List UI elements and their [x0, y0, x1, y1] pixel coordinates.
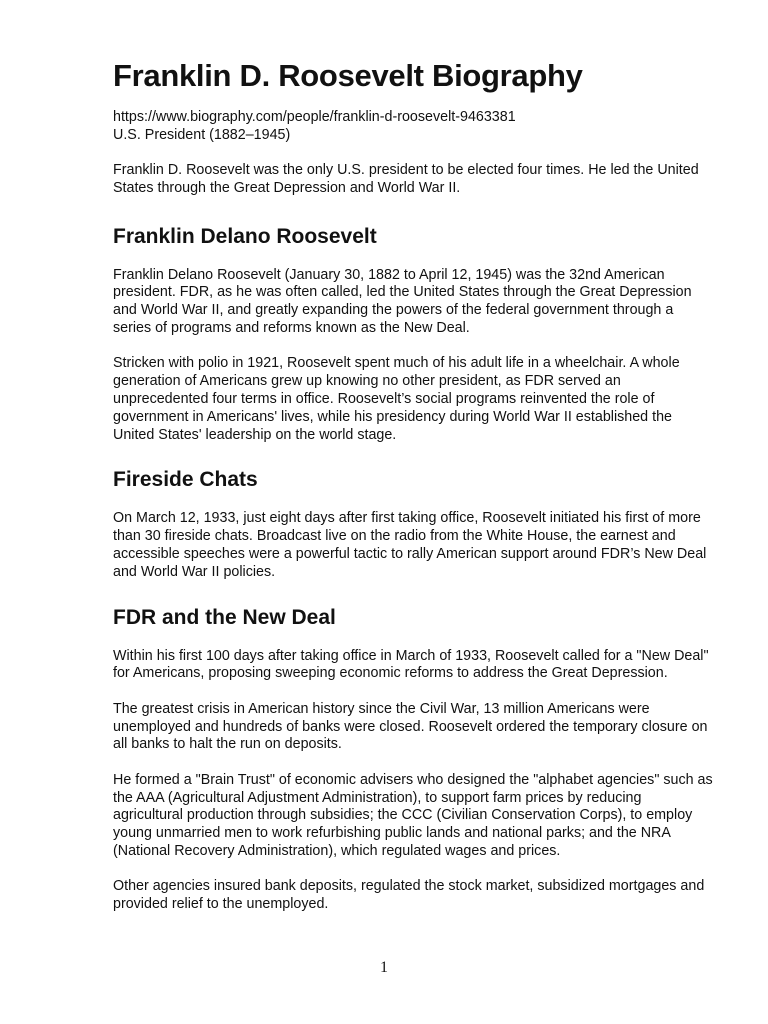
- section-paragraph: Franklin Delano Roosevelt (January 30, 1882 to April 12, 1945) was the 32nd American president. FDR, as he was often called, led the United States through the Great Depression and World War II, and greatly expanding the powers of the federal government through a series of programs and reforms known as the New Deal.: [113, 266, 692, 336]
- section-fireside-chats: [113, 467, 713, 581]
- section-paragraph: He formed a "Brain Trust" of economic advisers who designed the "alphabet agencies" such as the AAA (Agricultural Adjustment Administration), to support farm prices by reducing agricultural production through subsidies; the CCC (Civilian Conservation Corps), to employ young unmarried men to work refurbishing public lands and national parks; and the NRA (National Recovery Administration), which regulated wages and prices.: [113, 771, 713, 859]
- page-number: 1: [380, 959, 388, 976]
- section-heading: Franklin Delano Roosevelt: [113, 224, 377, 248]
- summary-paragraph: Franklin D. Roosevelt was the only U.S. president to be elected four times. He led the United States through the Great Depression and World War II.: [113, 162, 699, 196]
- document-meta: [113, 109, 713, 144]
- section-heading: Fireside Chats: [113, 468, 258, 492]
- section-franklin-delano-roosevelt: [113, 224, 713, 445]
- page-title: Franklin D. Roosevelt Biography: [113, 58, 583, 93]
- source-url: https://www.biography.com/people/franklin-d-roosevelt-9463381: [113, 109, 516, 125]
- document-subtitle: U.S. President (1882–1945): [113, 126, 291, 143]
- section-fdr-and-the-new-deal: [113, 605, 713, 914]
- section-paragraph: Other agencies insured bank deposits, regulated the stock market, subsidized mortgages and provided relief to the unemployed.: [113, 878, 705, 913]
- section-paragraph: The greatest crisis in American history since the Civil War, 13 million Americans were unemployed and hundreds of banks were closed. Roosevelt ordered the temporary closure on all banks to halt the run on deposits.: [113, 700, 708, 753]
- section-paragraph: Stricken with polio in 1921, Roosevelt spent much of his adult life in a wheelchair. A whole generation of Americans grew up knowing no other president, as FDR served an unprecedented four terms in office. Roosevelt’s social programs reinvented the role of government in Americans' lives, while his presidency during World War II established the United States' leadership on the world stage.: [113, 355, 680, 443]
- section-paragraph: Within his first 100 days after taking office in March of 1933, Roosevelt called for a "New Deal" for Americans, proposing sweeping economic reforms to address the Great Depression.: [113, 647, 709, 682]
- section-heading: FDR and the New Deal: [113, 605, 336, 629]
- document-content: [113, 56, 713, 914]
- section-paragraph: On March 12, 1933, just eight days after first taking office, Roosevelt initiated his first of more than 30 fireside chats. Broadcast live on the radio from the White House, the earnest and accessible speeches were a powerful tactic to rally American support around FDR’s New Deal and World War II policies.: [113, 510, 707, 580]
